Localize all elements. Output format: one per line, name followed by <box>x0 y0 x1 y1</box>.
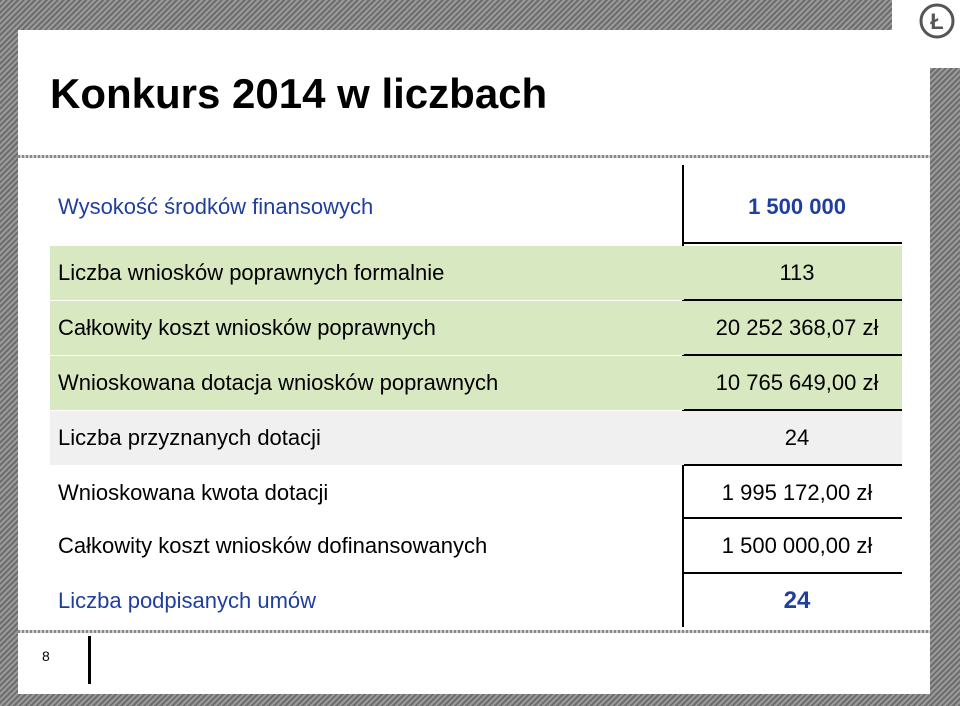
page-number: 8 <box>42 648 50 664</box>
row-label: Liczba wniosków poprawnych formalnie <box>58 260 445 285</box>
row-label: Liczba podpisanych umów <box>58 588 317 613</box>
logo-icon <box>918 2 956 40</box>
row-value: 24 <box>784 425 810 450</box>
row-label: Liczba przyznanych dotacji <box>58 425 321 450</box>
table-row <box>50 246 902 300</box>
row-value: 10 765 649,00 zł <box>715 370 879 395</box>
table-row <box>50 466 902 520</box>
row-value: 1 500 000 <box>748 194 846 219</box>
row-label: Wnioskowana dotacja wniosków poprawnych <box>58 370 499 395</box>
table-row <box>50 519 902 573</box>
row-value: 1 500 000,00 zł <box>721 533 873 558</box>
table-row <box>50 180 902 234</box>
table-row <box>50 356 902 410</box>
row-value: 24 <box>783 587 811 614</box>
row-value: 20 252 368,07 zł <box>715 315 879 340</box>
table-row <box>50 301 902 355</box>
row-label: Całkowity koszt wniosków poprawnych <box>58 315 436 340</box>
page-title: Konkurs 2014 w liczbach <box>50 70 548 117</box>
page-number-rule <box>88 636 91 684</box>
table-row <box>50 574 902 628</box>
title-divider <box>18 155 930 158</box>
footer-divider <box>18 630 930 633</box>
row-value: 113 <box>779 260 815 285</box>
row-label: Całkowity koszt wniosków dofinansowanych <box>58 533 488 558</box>
row-label: Wysokość środków finansowych <box>58 194 374 219</box>
row-separator <box>684 242 902 244</box>
table-row <box>50 411 902 465</box>
row-label: Wnioskowana kwota dotacji <box>58 480 329 505</box>
row-value: 1 995 172,00 zł <box>721 480 873 505</box>
logo-letter: Ł <box>930 9 944 34</box>
